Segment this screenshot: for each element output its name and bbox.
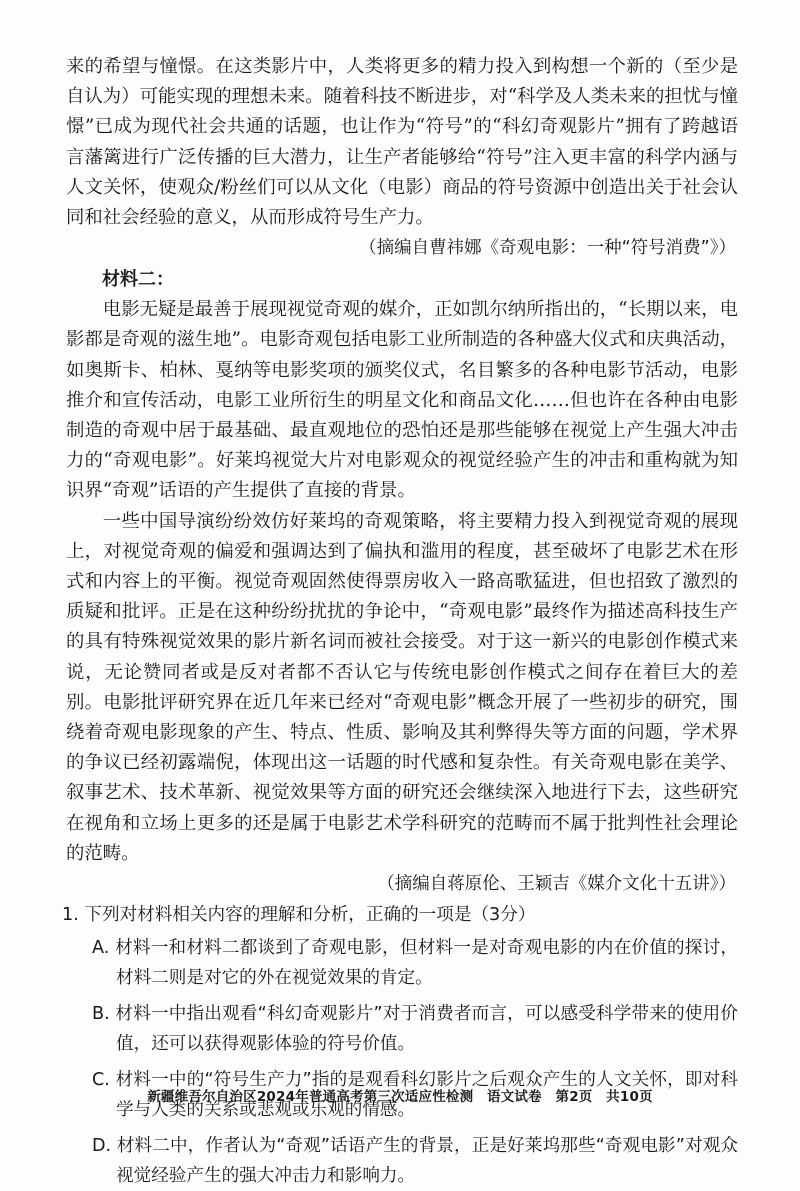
option-c: C. 材料一中的“符号生产力”指的是观看科幻影片之后观众产生的人文关怀，即对科学与人类的关系或悲观或乐观的情感。	[92, 1069, 738, 1120]
page-footer: 新疆维吾尔自治区2024年普通高考第三次适应性检测 语文试卷 第2页 共10页	[147, 1089, 653, 1105]
option-a: A. 材料一和材料二都谈到了奇观电影，但材料一是对奇观电影的内在价值的探讨，材料二则是对它的外在视觉效果的肯定。	[92, 937, 738, 988]
option-d: D. 材料二中，作者认为“奇观”话语产生的背景，正是好莱坞那些“奇观电影”对观众视觉经验产生的强大冲击力和影响力。	[92, 1135, 738, 1186]
material2-paragraph-1: 电影无疑是最善于展现视觉奇观的媒介，正如凯尔纳所指出的，“长期以来，电影都是奇观的滋生地”。电影奇观包括电影工业所制造的各种盛大仪式和庆典活动，如奥斯卡、柏林、戛纳等电影奖项的颁奖仪式，名目繁多的各种电影节活动，电影推介和宣传活动，电影工业所衍生的明星文化和商品文化……但也许在各种由电影制造的奇观中居于最基础、最直观地位的恐怕还是那些能够在视觉上产生强大冲击力的“奇观电影”。好莱坞视觉大片对电影观众的视觉经验产生的冲击和重构就为知识界“奇观”话语的产生提供了直接的背景。	[66, 299, 738, 502]
material1-source: （摘编自曹祎娜《奇观电影：一种“符号消费”》）	[359, 238, 736, 259]
question-1-options	[66, 933, 738, 1191]
material2-source: （摘编自蒋原伦、王颖吉《媒介文化十五讲》）	[377, 874, 736, 895]
option-b: B. 材料一中指出观看“科幻奇观影片”对于消费者而言，可以感受科学带来的使用价值，还可以获得观影体验的符号价值。	[92, 1003, 738, 1054]
material2-heading: 材料二：	[102, 269, 174, 291]
question-1-stem: 1. 下列对材料相关内容的理解和分析，正确的一项是（3分）	[62, 905, 536, 926]
material2-paragraph-2: 一些中国导演纷纷效仿好莱坞的奇观策略，将主要精力投入到视觉奇观的展现上，对视觉奇观的偏爱和强调达到了偏执和滥用的程度，甚至破坏了电影艺术在形式和内容上的平衡。视觉奇观固然使得票房收入一路高歌猛进，但也招致了激烈的质疑和批评。正是在这种纷纷扰扰的争论中，“奇观电影”最终作为描述高科技生产的具有特殊视觉效果的影片新名词而被社会接受。对于这一新兴的电影创作模式来说，无论赞同者或是反对者都不否认它与传统电影创作模式之间存在着巨大的差别。电影批评研究界在近几年来已经对“奇观电影”概念开展了一些初步的研究，围绕着奇观电影现象的产生、特点、性质、影响及其利弊得失等方面的问题，学术界的争议已经初露端倪，体现出这一话题的时代感和复杂性。有关奇观电影在美学、叙事艺术、技术革新、视觉效果等方面的研究还会继续深入地进行下去，这些研究在视角和立场上更多的还是属于电影艺术学科研究的范畴而不属于批判性社会理论的范畴。	[66, 510, 738, 864]
material1-tail-paragraph: 来的希望与憧憬。在这类影片中，人类将更多的精力投入到构想一个新的（至少是自认为）可能实现的理想未来。随着科技不断进步，对“科学及人类未来的担忧与憧憬”已成为现代社会共通的话题，也让作为“符号”的“科幻奇观影片”拥有了跨越语言藩篱进行广泛传播的巨大潜力，让生产者能够给“符号”注入更丰富的科学内涵与人文关怀，使观众/粉丝们可以从文化（电影）商品的符号资源中创造出关于社会认同和社会经验的意义，从而形成符号生产力。	[66, 56, 738, 229]
